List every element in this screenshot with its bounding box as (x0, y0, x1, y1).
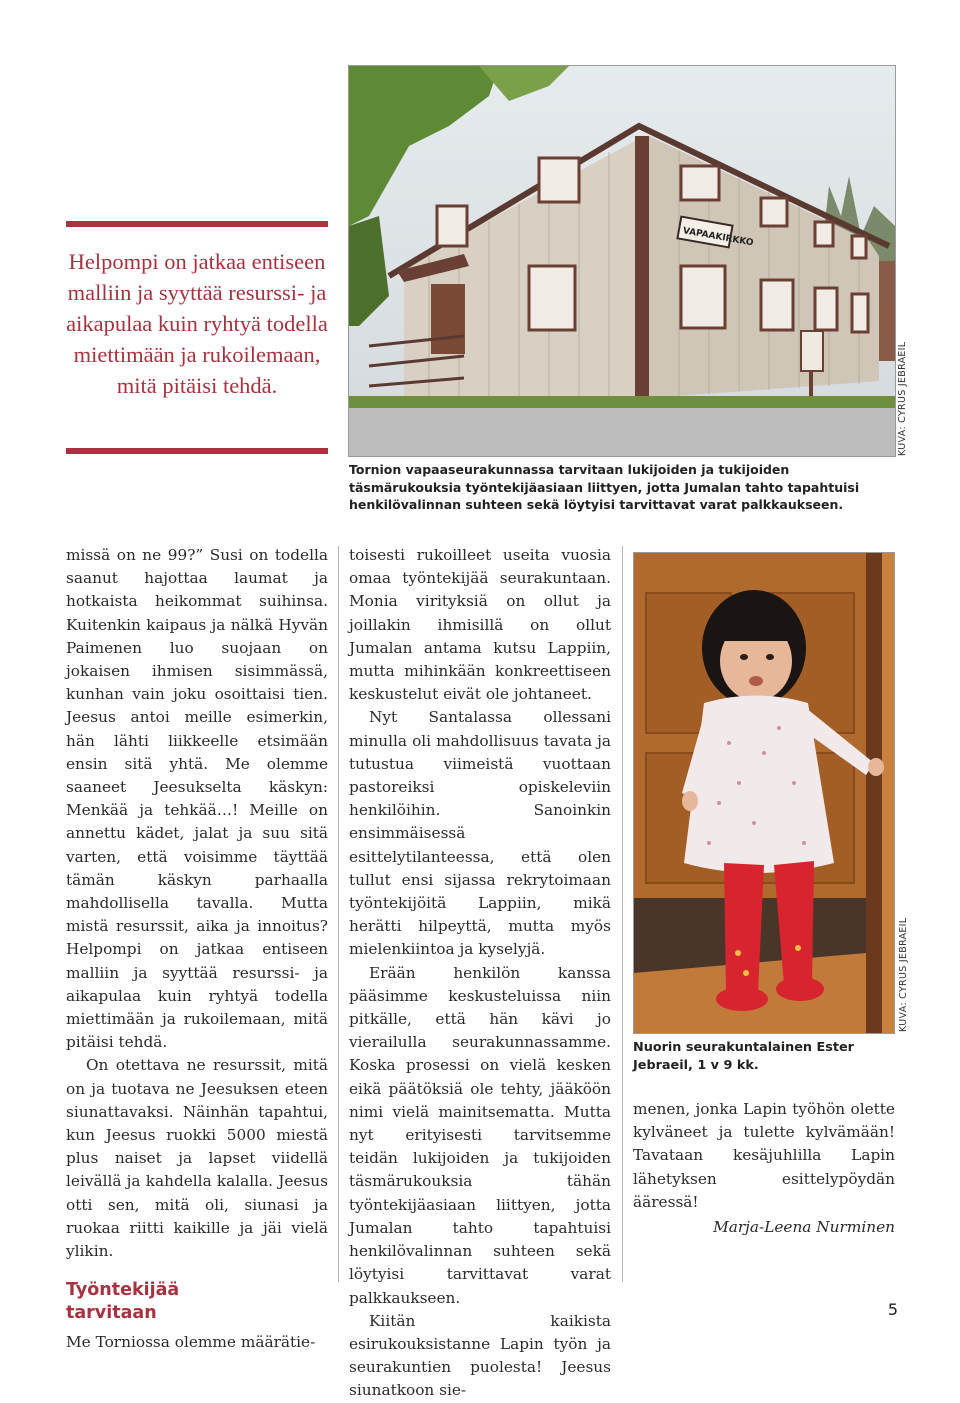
column-3 (633, 1098, 895, 1214)
child-photo (633, 552, 895, 1034)
church-photo-credit: KUVA: CYRUS JEBRAEIL (897, 341, 908, 456)
pull-quote-top-rule (66, 221, 328, 227)
subheading-line-2: tarvitaan (66, 1303, 157, 1324)
column-1-paragraph-2: On otettava ne resurssit, mitä on ja tuotava ne Jeesuksen eteen siunattavaksi. Näinhän tapahtui, kun Jeesus ruokki 5000 miestä plus naiset ja lapset viidellä leivällä ja kahdella kalalla. Jeesus otti sen, mitä oli, siunasi ja ruokaa riitti kaikille ja jäi vielä ylikin. (66, 1056, 328, 1261)
subheading-line-1: Työntekijää (66, 1280, 180, 1301)
column-divider-1 (338, 546, 339, 1282)
column-2-paragraph-2: Nyt Santalassa ollessani minulla oli mahdollisuus tavata ja tutustua viimeistä vuottaan pastoreiksi opiskeleviin henkilöihin. Sanoinkin ensimmäisessä esittelytilanteessa, että olen tullut ensi sijassa rekrytoimaan työntekijöitä Lappiin, mikä herätti hilpeyttä, mutta myös mielenkiintoa ja kyselyjä. (349, 708, 611, 959)
pull-quote: Helpompi on jatkaa entiseen malliin ja syyttää resurssi- ja aikapulaa kuin ryhtyä todella miettimään ja rukoilemaan, mitä pitäisi tehdä. (66, 249, 328, 398)
column-2-paragraph-3: Erään henkilön kanssa pääsimme keskusteluissa niin pitkälle, että hän kävi jo vierailulla seurakunnassamme. Koska prosessi on vielä kesken eikä päätöksiä ole tehty, jääköön nimi vielä mainitsematta. Mutta nyt erityisesti tarvitsemme teidän lukijoiden ja tukijoiden täsmärukouksia tähän työntekijäasiaan liittyen, jotta Jumalan tahto tapahtuisi henkilövalinnan suhteen sekä löytyisi tarvittavat varat palkkaukseen. (349, 963, 611, 1307)
column-1-paragraph-1: missä on ne 99?” Susi on todella saanut hajottaa laumat ja hotkaista heikommat suihinsa. Kuitenkin kaipaus ja nälkä Hyvän Paimenen luo suojaan on jokaisen ihmisen sisimmässä, kunhan vain joku osoittaisi tien. Jeesus antoi meille esimerkin, hän lähti liikkeelle etsimään ensin sitä yhtä. Me olemme saaneet Jeesukselta käskyn: Menkää ja tehkää…! Meille on annettu kädet, jalat ja suu sitä varten, että voisimme täyttää tämän käskyn parhaalla mahdollisella tavalla. Mutta mistä resurssit, aika ja innoitus? Helpompi on jatkaa entiseen malliin ja syyttää resurssi- ja aikapulaa kuin ryhtyä todella miettimään ja rukoilemaan, mitä pitäisi tehdä. (66, 546, 328, 1052)
page-number: 5 (887, 1300, 898, 1319)
column-3-paragraph-1: menen, jonka Lapin työhön olette kylväneet ja tulette kylvämään! Tavataan kesäjuhlilla Lapin lähetyksen esittelypöydän ääressä! (633, 1100, 895, 1211)
author-signature: Marja-Leena Nurminen (713, 1218, 895, 1236)
column-divider-2 (622, 546, 623, 1282)
pull-quote-bottom-rule (66, 448, 328, 454)
column-2-paragraph-4: Kiitän kaikista esirukouksistanne Lapin työn ja seurakuntien puolesta! Jeesus siunatkoon sie- (349, 1311, 611, 1400)
subheading (66, 1279, 328, 1325)
column-2-paragraph-1: toisesti rukoilleet useita vuosia omaa työntekijää seurakuntaan. Monia virityksiä on ollut ja joillakin ihmisillä on ollut Jumalan antama kutsu Lappiin, mutta mihinkään konkreettiseen keskustelut eivät ole johtaneet. (349, 546, 611, 704)
child-photo-caption: Nuorin seurakuntalainen Ester Jebraeil, 1 v 9 kk. (633, 1040, 854, 1073)
church-sign: VAPAAKIRKKO (681, 226, 755, 249)
church-photo-caption: Tornion vapaaseurakunnassa tarvitaan lukijoiden ja tukijoiden täsmärukouksia työntekijäasiaan liittyen, jotta Jumalan tahto tapahtuisi henkilövalinnan suhteen sekä löytyisi tarvittavat varat palkkaukseen. (349, 462, 860, 512)
child-photo-credit: KUVA: CYRUS JEBRAEIL (898, 917, 909, 1032)
column-1-paragraph-3: Me Torniossa olemme määrätie- (66, 1333, 316, 1352)
column-1 (66, 544, 328, 1355)
church-photo (348, 65, 896, 457)
column-2 (349, 544, 611, 1403)
